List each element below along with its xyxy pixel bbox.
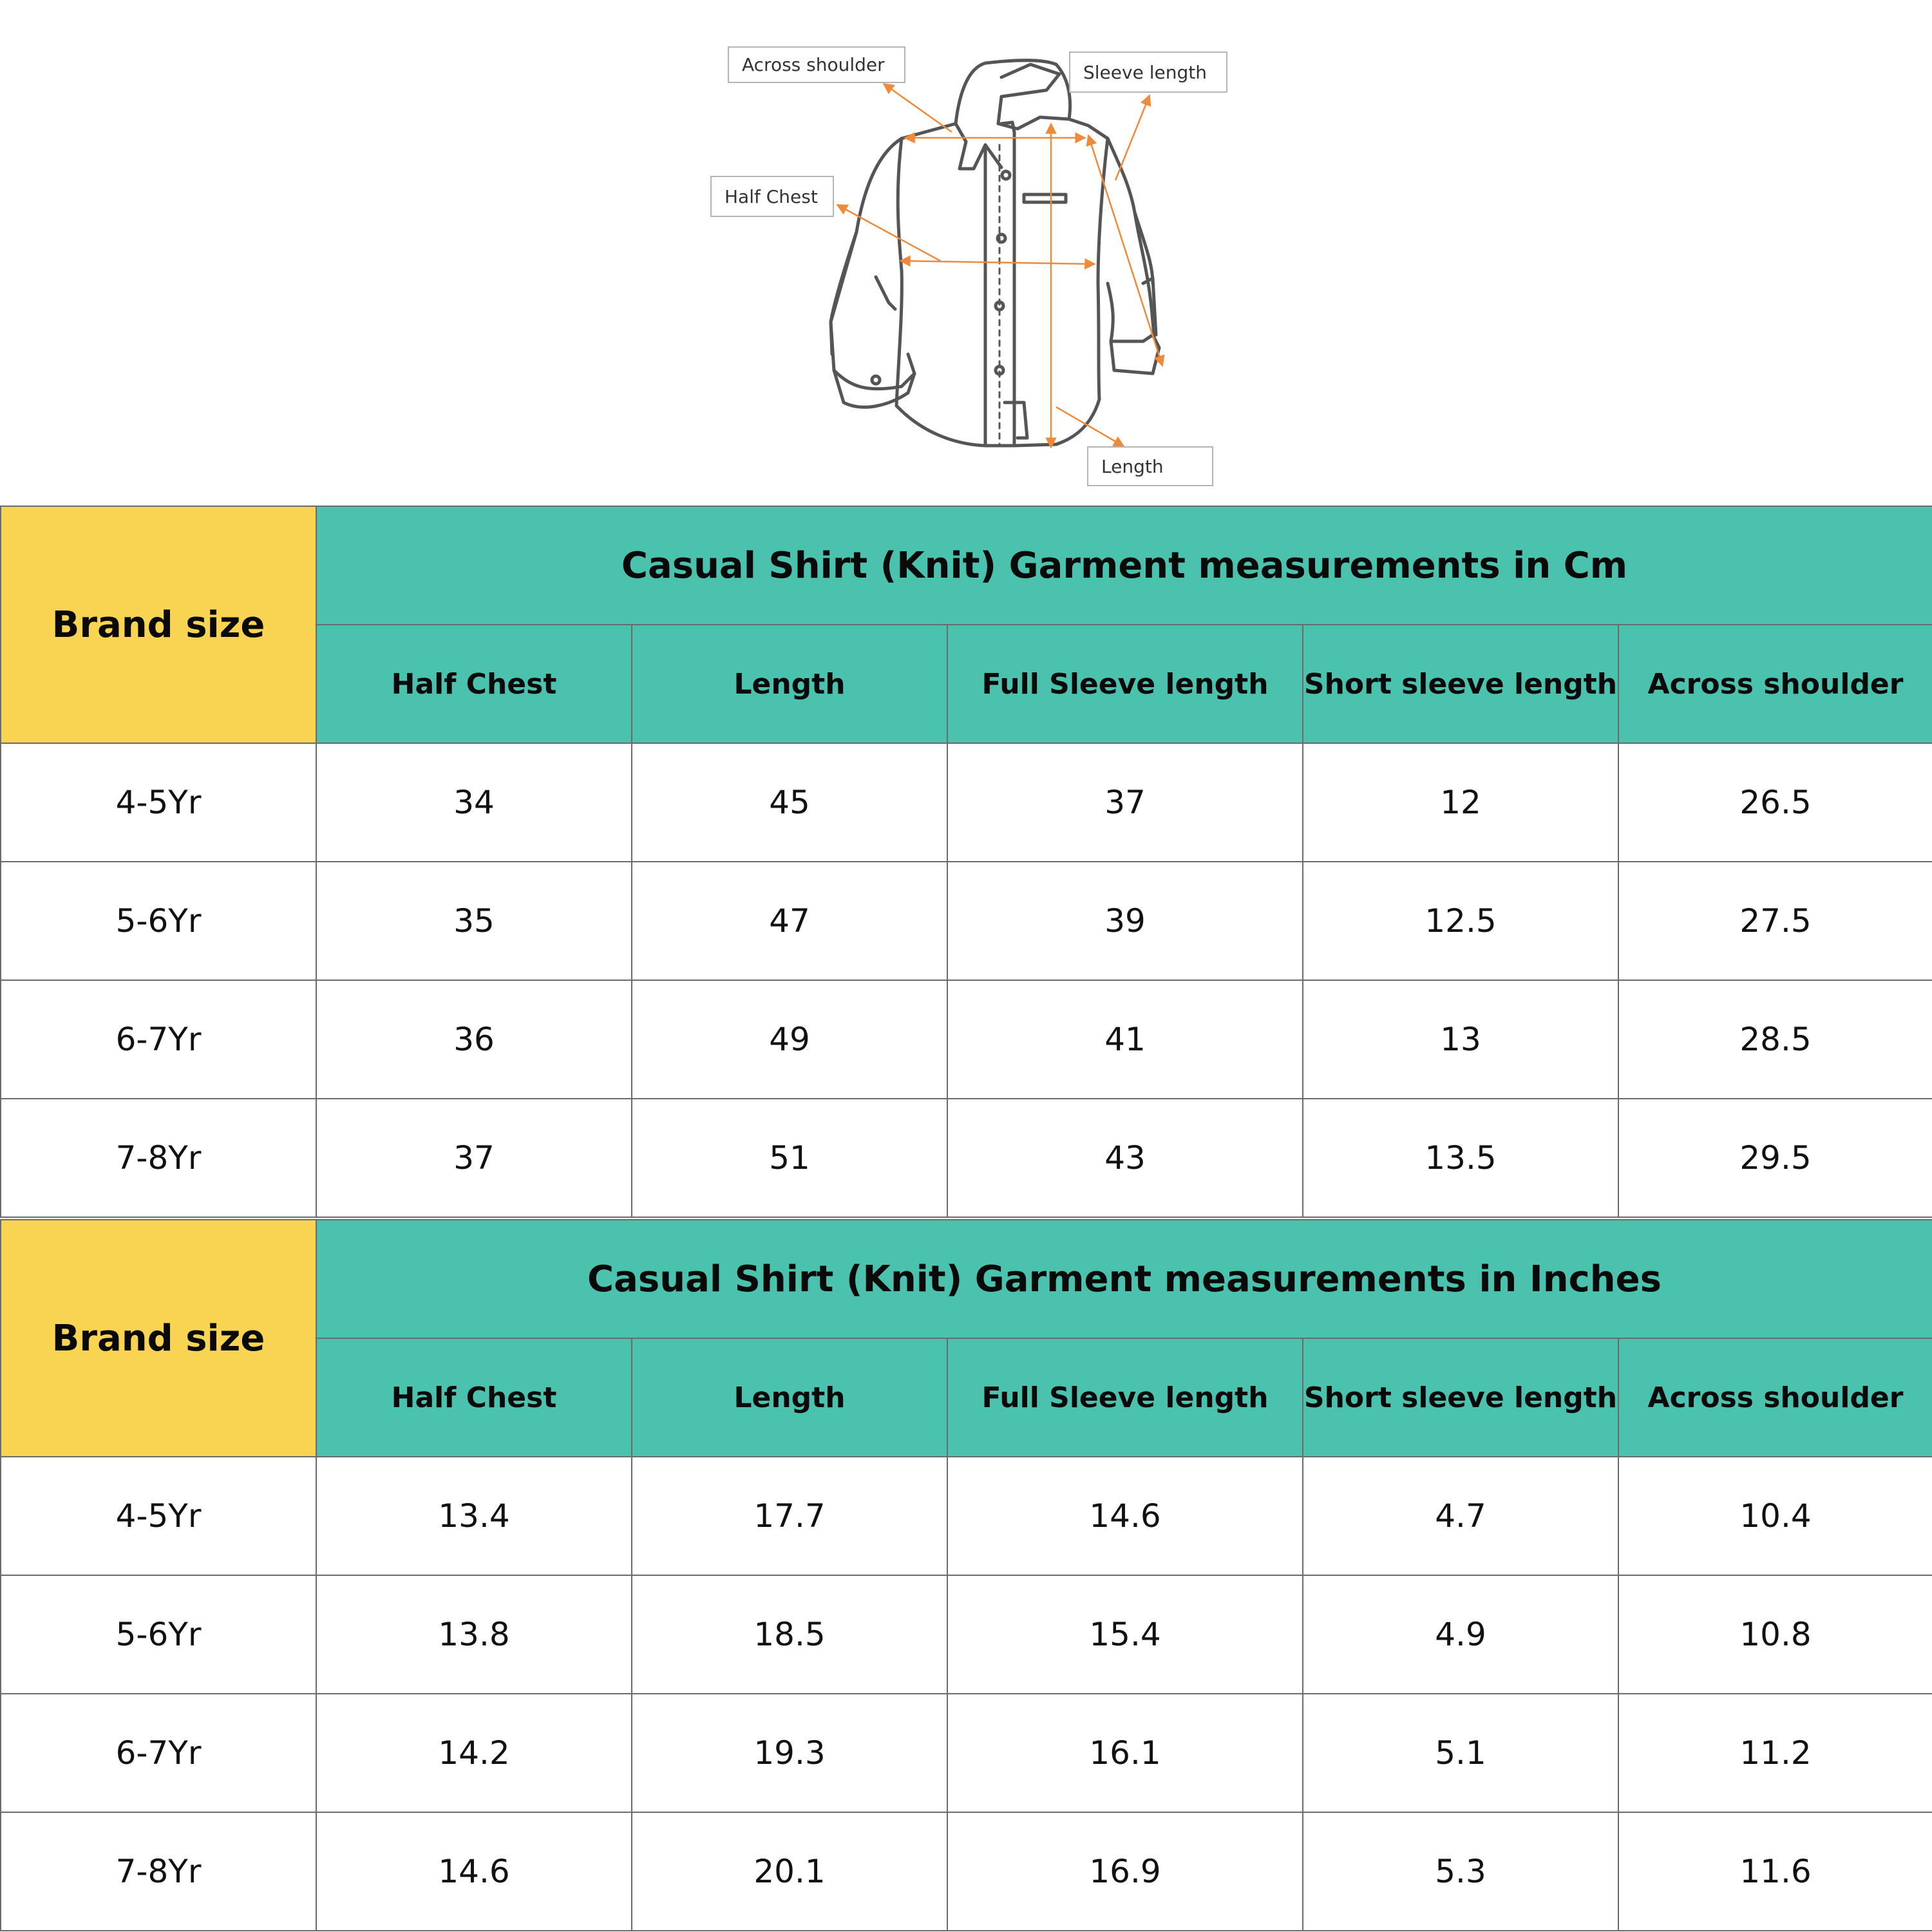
column-header-across-shoulder: Across shoulder <box>1618 625 1932 743</box>
full-sleeve-cell: 37 <box>947 743 1303 862</box>
brand-size-header: Brand size <box>1 1220 316 1457</box>
table-row <box>1 743 1932 862</box>
across-shoulder-cell: 10.8 <box>1618 1575 1932 1694</box>
length-cell: 51 <box>632 1099 947 1217</box>
across-shoulder-cell: 11.6 <box>1618 1812 1932 1931</box>
table-row <box>1 1694 1932 1812</box>
table-title-row <box>1 1220 1932 1338</box>
full-sleeve-cell: 14.6 <box>947 1457 1303 1575</box>
length-cell: 17.7 <box>632 1457 947 1575</box>
across-shoulder-cell: 11.2 <box>1618 1694 1932 1812</box>
half-chest-cell: 14.2 <box>316 1694 632 1812</box>
full-sleeve-cell: 15.4 <box>947 1575 1303 1694</box>
short-sleeve-cell: 5.3 <box>1303 1812 1618 1931</box>
full-sleeve-cell: 43 <box>947 1099 1303 1217</box>
brand-size-header: Brand size <box>1 506 316 743</box>
length-cell: 47 <box>632 862 947 980</box>
column-header-full-sleeve-length: Full Sleeve length <box>947 625 1303 743</box>
size-table-cm <box>0 506 1932 1218</box>
callout-across-shoulder: Across shoulder <box>728 46 905 83</box>
callout-length: Length <box>1087 446 1213 486</box>
short-sleeve-cell: 5.1 <box>1303 1694 1618 1812</box>
half-chest-cell: 13.4 <box>316 1457 632 1575</box>
table-title: Casual Shirt (Knit) Garment measurements in Cm <box>316 506 1932 625</box>
across-shoulder-cell: 27.5 <box>1618 862 1932 980</box>
table-row <box>1 1575 1932 1694</box>
brand-size-cell: 4-5Yr <box>1 1457 316 1575</box>
full-sleeve-cell: 41 <box>947 980 1303 1099</box>
half-chest-cell: 34 <box>316 743 632 862</box>
short-sleeve-cell: 13 <box>1303 980 1618 1099</box>
column-header-half-chest: Half Chest <box>316 625 632 743</box>
callout-half-chest: Half Chest <box>710 176 834 217</box>
across-shoulder-cell: 26.5 <box>1618 743 1932 862</box>
callout-sleeve-length: Sleeve length <box>1069 52 1227 93</box>
short-sleeve-cell: 12 <box>1303 743 1618 862</box>
column-header-length: Length <box>632 1338 947 1457</box>
table-row <box>1 1457 1932 1575</box>
brand-size-cell: 4-5Yr <box>1 743 316 862</box>
brand-size-cell: 6-7Yr <box>1 980 316 1099</box>
length-cell: 45 <box>632 743 947 862</box>
length-cell: 49 <box>632 980 947 1099</box>
table-row <box>1 862 1932 980</box>
column-header-short-sleeve-length: Short sleeve length <box>1303 625 1618 743</box>
short-sleeve-cell: 12.5 <box>1303 862 1618 980</box>
size-table-inches <box>0 1219 1932 1931</box>
brand-size-cell: 5-6Yr <box>1 862 316 980</box>
half-chest-cell: 13.8 <box>316 1575 632 1694</box>
half-chest-cell: 14.6 <box>316 1812 632 1931</box>
shirt-measurement-diagram <box>0 0 1932 506</box>
column-header-length: Length <box>632 625 947 743</box>
length-cell: 20.1 <box>632 1812 947 1931</box>
full-sleeve-cell: 16.1 <box>947 1694 1303 1812</box>
half-chest-cell: 35 <box>316 862 632 980</box>
table-title-row <box>1 506 1932 625</box>
shirt-outline <box>831 61 1159 446</box>
brand-size-cell: 6-7Yr <box>1 1694 316 1812</box>
table-row <box>1 980 1932 1099</box>
shirt-illustration <box>0 0 1932 506</box>
length-cell: 18.5 <box>632 1575 947 1694</box>
half-chest-cell: 37 <box>316 1099 632 1217</box>
column-header-half-chest: Half Chest <box>316 1338 632 1457</box>
column-header-across-shoulder: Across shoulder <box>1618 1338 1932 1457</box>
full-sleeve-cell: 39 <box>947 862 1303 980</box>
table-row <box>1 1099 1932 1217</box>
full-sleeve-cell: 16.9 <box>947 1812 1303 1931</box>
across-shoulder-cell: 28.5 <box>1618 980 1932 1099</box>
across-shoulder-cell: 10.4 <box>1618 1457 1932 1575</box>
length-cell: 19.3 <box>632 1694 947 1812</box>
short-sleeve-cell: 4.7 <box>1303 1457 1618 1575</box>
brand-size-cell: 7-8Yr <box>1 1812 316 1931</box>
column-header-short-sleeve-length: Short sleeve length <box>1303 1338 1618 1457</box>
table-row <box>1 1812 1932 1931</box>
half-chest-cell: 36 <box>316 980 632 1099</box>
table-title: Casual Shirt (Knit) Garment measurements in Inches <box>316 1220 1932 1338</box>
brand-size-cell: 5-6Yr <box>1 1575 316 1694</box>
brand-size-cell: 7-8Yr <box>1 1099 316 1217</box>
across-shoulder-cell: 29.5 <box>1618 1099 1932 1217</box>
column-header-full-sleeve-length: Full Sleeve length <box>947 1338 1303 1457</box>
short-sleeve-cell: 4.9 <box>1303 1575 1618 1694</box>
short-sleeve-cell: 13.5 <box>1303 1099 1618 1217</box>
